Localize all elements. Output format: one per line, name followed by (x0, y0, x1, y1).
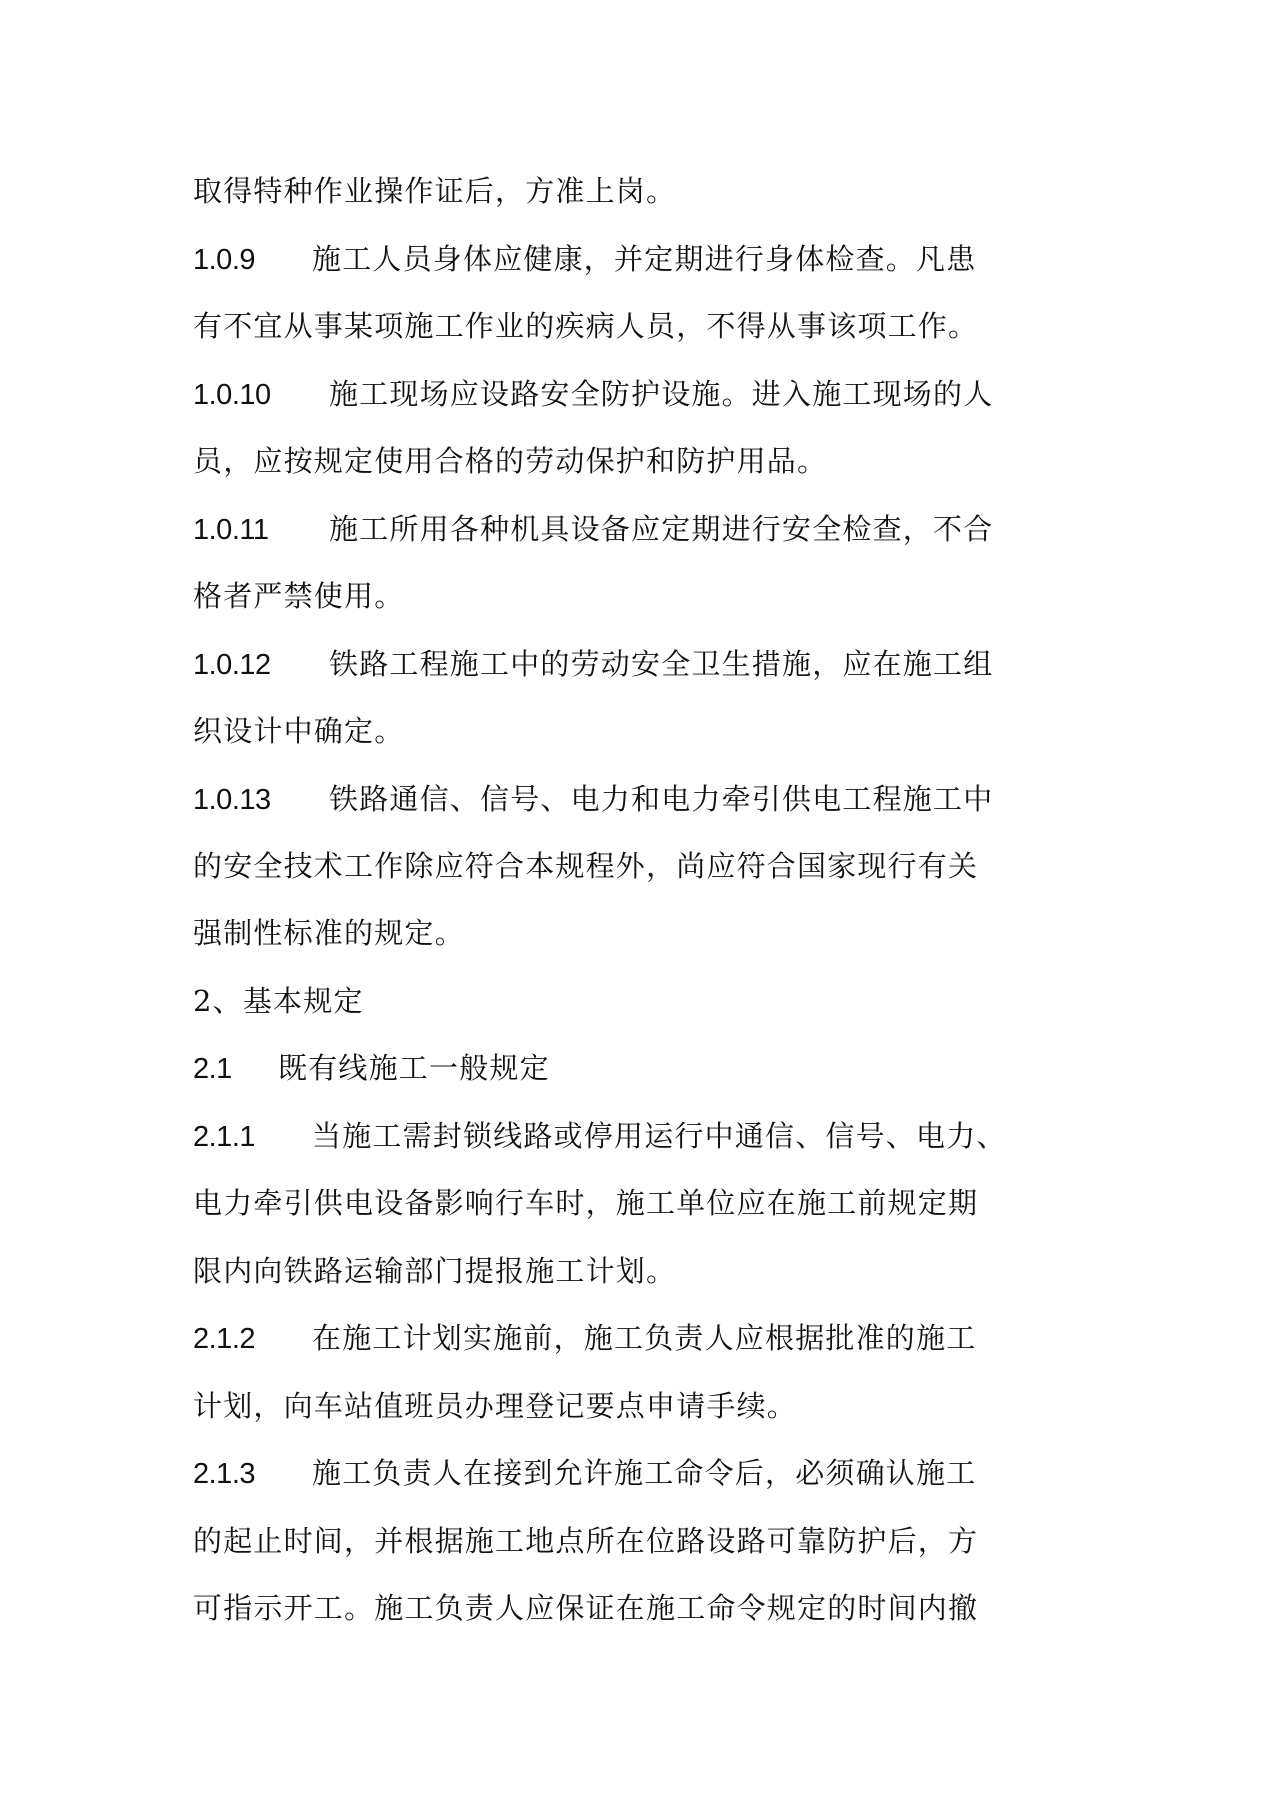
paragraph-line (193, 1183, 978, 1223)
clause-1-0-11 (193, 509, 993, 549)
clause-number: 2.1.2 (193, 1323, 255, 1355)
clause-2-1-1 (193, 1116, 1007, 1156)
clause-2-1 (193, 1048, 550, 1088)
line-text: 格者严禁使用。 (193, 579, 405, 613)
paragraph-line (193, 1251, 676, 1291)
line-text: 铁路工程施工中的劳动安全卫生措施，应在施工组 (329, 647, 994, 681)
line-text: 电力牵引供电设备影响行车时，施工单位应在施工前规定期 (193, 1186, 979, 1220)
line-text: 施工人员身体应健康，并定期进行身体检查。凡患 (312, 242, 977, 276)
clause-number: 2.1 (193, 1053, 232, 1085)
line-text: 的安全技术工作除应符合本规程外，尚应符合国家现行有关 (193, 849, 979, 883)
line-text: 铁路通信、信号、电力和电力牵引供电工程施工中 (329, 782, 994, 816)
clause-number: 1.0.11 (193, 514, 269, 546)
paragraph-line (193, 1588, 978, 1628)
line-text: 强制性标准的规定。 (193, 916, 465, 950)
clause-number: 1.0.10 (193, 379, 271, 411)
line-text: 织设计中确定。 (193, 714, 405, 748)
paragraph-line (193, 711, 404, 751)
line-text: 计划，向车站值班员办理登记要点申请手续。 (193, 1389, 798, 1423)
clause-number: 1.0.13 (193, 784, 271, 816)
clause-2-1-2 (193, 1318, 976, 1358)
paragraph-line (193, 576, 404, 616)
clause-number: 2.1.3 (193, 1458, 255, 1490)
clause-2-1-3 (193, 1453, 976, 1493)
line-text: 在施工计划实施前，施工负责人应根据批准的施工 (312, 1321, 977, 1355)
line-text: 当施工需封锁线路或停用运行中通信、信号、电力、 (312, 1119, 1007, 1153)
clause-number: 2.1.1 (193, 1121, 255, 1153)
clause-number: 1.0.12 (193, 649, 271, 681)
clause-1-0-9 (193, 239, 976, 279)
paragraph-line (193, 846, 978, 886)
clause-1-0-13 (193, 779, 993, 819)
line-text: 限内向铁路运输部门提报施工计划。 (193, 1254, 677, 1288)
paragraph-line (193, 913, 465, 953)
paragraph-line (193, 1521, 978, 1561)
line-text: 施工所用各种机具设备应定期进行安全检查，不合 (329, 512, 994, 546)
paragraph-line (193, 306, 978, 346)
line-text: 施工负责人在接到允许施工命令后，必须确认施工 (312, 1456, 977, 1490)
line-text: 取得特种作业操作证后，方准上岗。 (193, 174, 677, 208)
line-text: 有不宜从事某项施工作业的疾病人员，不得从事该项工作。 (193, 309, 979, 343)
section-title: 2、基本规定 (193, 984, 364, 1018)
subsection-title: 既有线施工一般规定 (278, 1051, 550, 1085)
line-text: 施工现场应设路安全防护设施。进入施工现场的人 (329, 377, 994, 411)
line-text: 的起止时间，并根据施工地点所在位路设路可靠防护后，方 (193, 1524, 979, 1558)
paragraph-line (193, 1386, 797, 1426)
clause-number: 1.0.9 (193, 244, 255, 276)
line-text: 可指示开工。施工负责人应保证在施工命令规定的时间内撤 (193, 1591, 979, 1625)
clause-1-0-10 (193, 374, 993, 414)
line-text: 员，应按规定使用合格的劳动保护和防护用品。 (193, 444, 828, 478)
section-heading (193, 981, 364, 1021)
paragraph-line (193, 441, 827, 481)
paragraph-line (193, 171, 676, 211)
clause-1-0-12 (193, 644, 993, 684)
